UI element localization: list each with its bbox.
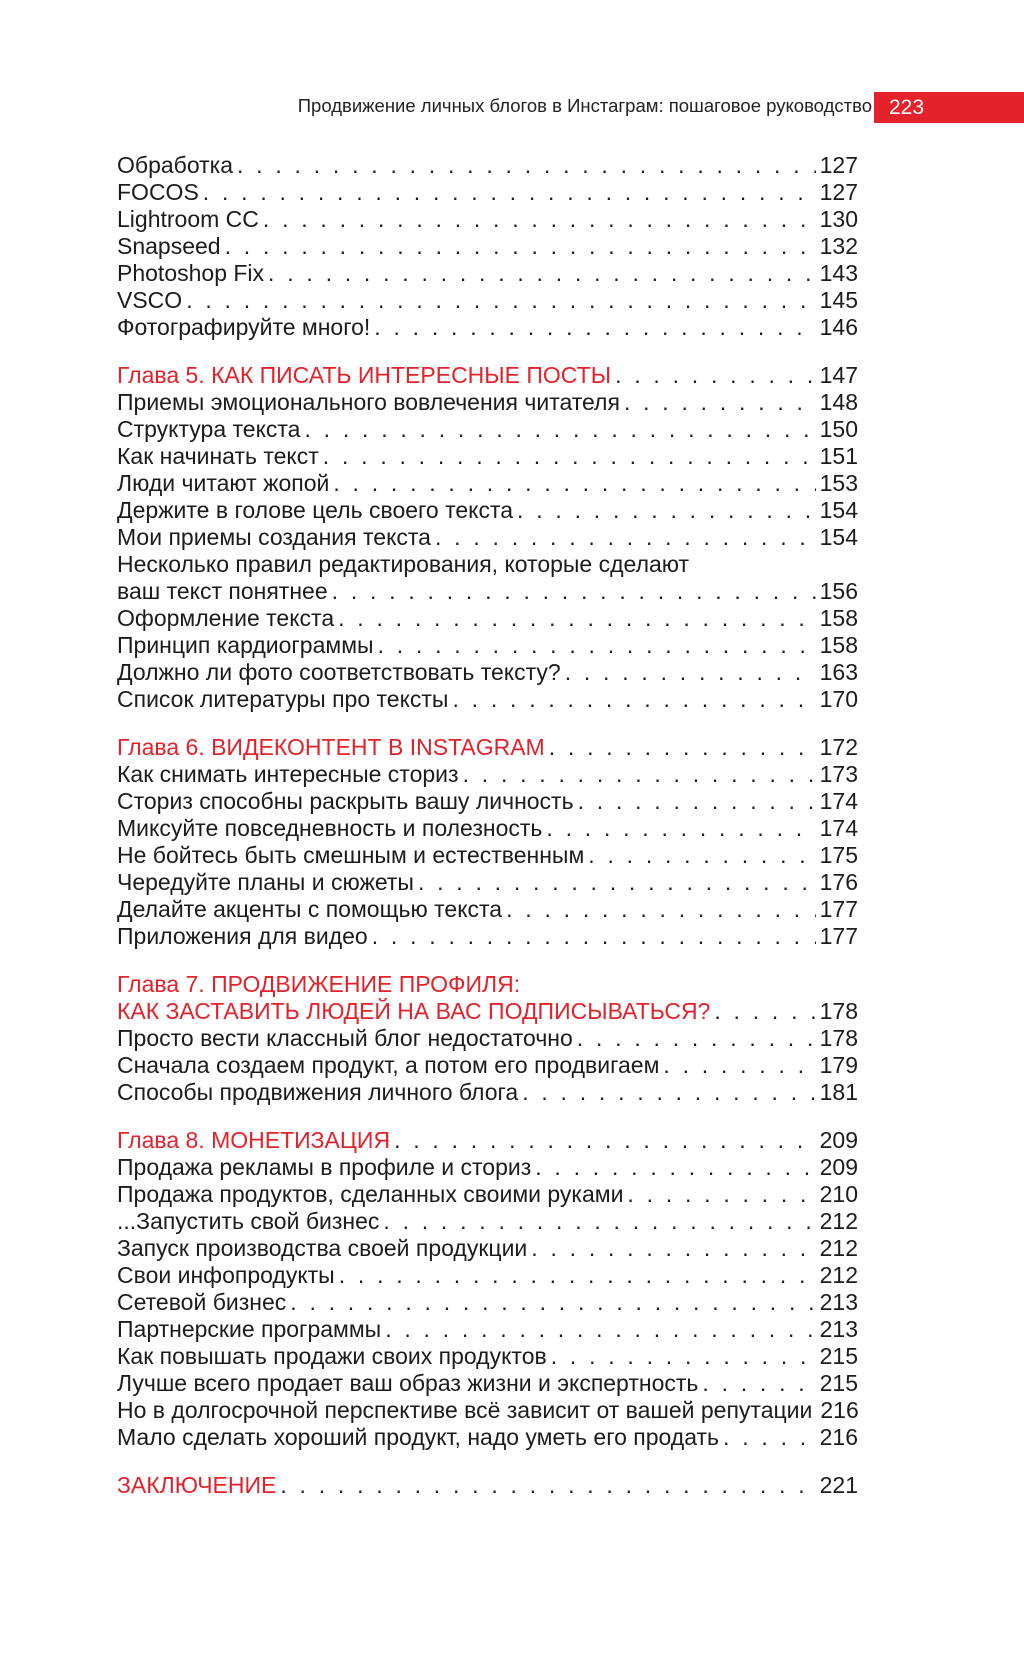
dot-leader bbox=[578, 788, 816, 815]
toc-entry[interactable] bbox=[117, 524, 858, 551]
toc-entry[interactable] bbox=[117, 443, 858, 470]
toc-entry-page: 216 bbox=[819, 1424, 858, 1450]
toc-entry[interactable] bbox=[117, 1025, 858, 1052]
toc-chapter-heading[interactable] bbox=[117, 1472, 858, 1499]
dot-leader bbox=[714, 998, 815, 1025]
toc-entry[interactable] bbox=[117, 1208, 858, 1235]
toc-entry-title: Мало сделать хороший продукт, надо уметь его продать bbox=[117, 1424, 720, 1450]
toc-entry[interactable] bbox=[117, 923, 858, 950]
toc-entry-page: 143 bbox=[819, 260, 858, 286]
toc-entry[interactable] bbox=[117, 686, 858, 713]
dot-leader bbox=[624, 389, 816, 416]
toc-entry[interactable] bbox=[117, 179, 858, 206]
dot-leader bbox=[565, 659, 816, 686]
toc-entry-page: 158 bbox=[819, 632, 858, 658]
toc-chapter-title-first-line[interactable]: Глава 7. ПРОДВИЖЕНИЕ ПРОФИЛЯ: bbox=[117, 971, 521, 997]
dot-leader bbox=[383, 1208, 815, 1235]
toc-section-chapter-7 bbox=[117, 971, 858, 1106]
toc-entry[interactable] bbox=[117, 1424, 858, 1451]
toc-entry-title: Но в долгосрочной перспективе всё зависит от вашей репутации bbox=[117, 1397, 813, 1423]
toc-chapter-title: КАК ЗАСТАВИТЬ ЛЮДЕЙ НА ВАС ПОДПИСЫВАТЬСЯ? bbox=[117, 998, 711, 1024]
toc-entry-title: Лучше всего продает ваш образ жизни и экспертность bbox=[117, 1370, 699, 1396]
dot-leader bbox=[535, 1154, 815, 1181]
dot-leader bbox=[332, 578, 816, 605]
toc-entry[interactable] bbox=[117, 152, 858, 179]
toc-entry-title: Список литературы про тексты bbox=[117, 686, 449, 712]
toc-entry[interactable] bbox=[117, 1289, 858, 1316]
dot-leader bbox=[702, 1370, 815, 1397]
toc-entry[interactable] bbox=[117, 416, 858, 443]
toc-entry-page: 148 bbox=[819, 389, 858, 415]
toc-section-chapter-8 bbox=[117, 1127, 858, 1451]
toc-entry-page: 154 bbox=[819, 497, 858, 523]
toc-entry-page: 209 bbox=[819, 1127, 858, 1153]
dot-leader bbox=[452, 686, 815, 713]
toc-entry-page: 209 bbox=[819, 1154, 858, 1180]
toc-entry-page: 147 bbox=[819, 362, 858, 388]
toc-entry-title: Люди читают жопой bbox=[117, 470, 330, 496]
toc-entry[interactable] bbox=[117, 287, 858, 314]
dot-leader bbox=[549, 734, 816, 761]
dot-leader bbox=[263, 206, 816, 233]
toc-entry-title: Принцип кардиограммы bbox=[117, 632, 374, 658]
toc-entry[interactable] bbox=[117, 896, 858, 923]
toc-entry[interactable] bbox=[117, 815, 858, 842]
toc-entry[interactable] bbox=[117, 659, 858, 686]
toc-entry-title: Должно ли фото соответствовать тексту? bbox=[117, 659, 561, 685]
table-of-contents bbox=[117, 152, 858, 1499]
dot-leader bbox=[378, 632, 816, 659]
dot-leader bbox=[237, 152, 816, 179]
toc-entry-first-line[interactable]: Несколько правил редактирования, которые сделают bbox=[117, 551, 690, 577]
toc-entry-title: ваш текст понятнее bbox=[117, 578, 328, 604]
toc-entry-page: 153 bbox=[819, 470, 858, 496]
dot-leader bbox=[323, 443, 816, 470]
toc-entry[interactable] bbox=[117, 1154, 858, 1181]
toc-entry-title: Запуск производства своей продукции bbox=[117, 1235, 528, 1261]
toc-entry-page: 127 bbox=[819, 152, 858, 178]
toc-entry[interactable] bbox=[117, 578, 858, 605]
dot-leader bbox=[339, 1262, 816, 1289]
toc-entry[interactable] bbox=[117, 389, 858, 416]
toc-entry[interactable] bbox=[117, 788, 858, 815]
toc-entry-title: Фотографируйте много! bbox=[117, 314, 371, 340]
toc-entry-page: 212 bbox=[819, 1208, 858, 1234]
toc-entry-page: 173 bbox=[819, 761, 858, 787]
toc-entry-page: 179 bbox=[819, 1052, 858, 1078]
toc-entry-title: Сначала создаем продукт, а потом его продвигаем bbox=[117, 1052, 660, 1078]
toc-entry-title: ...Запустить свой бизнес bbox=[117, 1208, 380, 1234]
toc-entry-title: Как начинать текст bbox=[117, 443, 319, 469]
toc-entry-page: 215 bbox=[819, 1370, 858, 1396]
toc-entry[interactable] bbox=[117, 1262, 858, 1289]
toc-entry[interactable] bbox=[117, 869, 858, 896]
dot-leader bbox=[225, 233, 816, 260]
toc-entry-title: FOCOS bbox=[117, 179, 199, 205]
dot-leader bbox=[723, 1424, 816, 1451]
dot-leader bbox=[551, 1343, 816, 1370]
dot-leader bbox=[463, 761, 816, 788]
dot-leader bbox=[290, 1289, 815, 1316]
dot-leader bbox=[394, 1127, 816, 1154]
toc-entry[interactable] bbox=[117, 314, 858, 341]
dot-leader bbox=[333, 470, 815, 497]
dot-leader bbox=[546, 815, 815, 842]
toc-entry[interactable] bbox=[117, 1316, 858, 1343]
toc-entry[interactable] bbox=[117, 842, 858, 869]
dot-leader bbox=[588, 842, 815, 869]
dot-leader bbox=[663, 1052, 815, 1079]
dot-leader bbox=[531, 1235, 815, 1262]
toc-entry-title: Способы продвижения личного блога bbox=[117, 1079, 519, 1105]
toc-entry-page: 213 bbox=[819, 1289, 858, 1315]
toc-chapter-title: Глава 6. ВИДЕКОНТЕНТ В INSTAGRAM bbox=[117, 734, 545, 760]
toc-entry-page: 215 bbox=[819, 1343, 858, 1369]
toc-chapter-title: ЗАКЛЮЧЕНИЕ bbox=[117, 1472, 277, 1498]
toc-entry-page: 178 bbox=[819, 998, 858, 1024]
toc-entry-page: 163 bbox=[819, 659, 858, 685]
toc-entry-title: Делайте акценты с помощью текста bbox=[117, 896, 503, 922]
dot-leader bbox=[186, 287, 815, 314]
toc-entry-title: Оформление текста bbox=[117, 605, 335, 631]
toc-entry-title: Структура текста bbox=[117, 416, 301, 442]
toc-entry-page: 151 bbox=[819, 443, 858, 469]
toc-entry-page: 216 bbox=[820, 1397, 859, 1423]
dot-leader bbox=[374, 314, 815, 341]
dot-leader bbox=[522, 1079, 815, 1106]
toc-entry-title: Сетевой бизнес bbox=[117, 1289, 287, 1315]
dot-leader bbox=[577, 1025, 816, 1052]
toc-entry-title: Продажа рекламы в профиле и сториз bbox=[117, 1154, 532, 1180]
toc-entry[interactable] bbox=[117, 761, 858, 788]
toc-entry[interactable] bbox=[117, 1397, 858, 1424]
toc-entry-page: 212 bbox=[819, 1235, 858, 1261]
toc-chapter-title: Глава 5. КАК ПИСАТЬ ИНТЕРЕСНЫЕ ПОСТЫ bbox=[117, 362, 612, 388]
toc-entry-title: Обработка bbox=[117, 152, 233, 178]
dot-leader bbox=[418, 869, 816, 896]
toc-entry-title: Просто вести классный блог недостаточно bbox=[117, 1025, 573, 1051]
dot-leader bbox=[203, 179, 816, 206]
toc-entry-title: Не бойтесь быть смешным и естественным bbox=[117, 842, 585, 868]
toc-entry-page: 181 bbox=[819, 1079, 858, 1105]
toc-entry-page: 177 bbox=[819, 923, 858, 949]
toc-entry-title: Как снимать интересные сториз bbox=[117, 761, 459, 787]
toc-entry-title: Lightroom CC bbox=[117, 206, 259, 232]
toc-entry[interactable] bbox=[117, 1181, 858, 1208]
toc-entry-page: 177 bbox=[819, 896, 858, 922]
toc-entry-title: Мои приемы создания текста bbox=[117, 524, 431, 550]
toc-entry-title: Как повышать продажи своих продуктов bbox=[117, 1343, 547, 1369]
running-header: Продвижение личных блогов в Инстаграм: пошаговое руководство bbox=[297, 95, 872, 116]
dot-leader bbox=[338, 605, 816, 632]
toc-entry-title: Сториз способны раскрыть вашу личность bbox=[117, 788, 574, 814]
dot-leader bbox=[435, 524, 816, 551]
toc-entry-page: 212 bbox=[819, 1262, 858, 1288]
toc-entry[interactable] bbox=[117, 497, 858, 524]
toc-entry-title: Чередуйте планы и сюжеты bbox=[117, 869, 414, 895]
toc-entry-page: 172 bbox=[819, 734, 858, 760]
toc-entry-page: 150 bbox=[819, 416, 858, 442]
toc-entry-page: 170 bbox=[819, 686, 858, 712]
toc-entry-page: 146 bbox=[819, 314, 858, 340]
toc-entry-page: 176 bbox=[819, 869, 858, 895]
toc-chapter-heading[interactable] bbox=[117, 734, 858, 761]
dot-leader bbox=[268, 260, 816, 287]
page-number-tab bbox=[874, 92, 1024, 123]
toc-entry-page: 174 bbox=[819, 815, 858, 841]
toc-entry-page: 213 bbox=[819, 1316, 858, 1342]
toc-entry-title: Продажа продуктов, сделанных своими руками bbox=[117, 1181, 624, 1207]
toc-entry-page: 145 bbox=[819, 287, 858, 313]
toc-entry-title: Держите в голове цель своего текста bbox=[117, 497, 514, 523]
toc-entry[interactable] bbox=[117, 260, 858, 287]
toc-chapter-heading[interactable] bbox=[117, 1127, 858, 1154]
toc-entry-title: Snapseed bbox=[117, 233, 221, 259]
toc-entry-page: 174 bbox=[819, 788, 858, 814]
toc-entry[interactable] bbox=[117, 1235, 858, 1262]
toc-entry-page: 132 bbox=[819, 233, 858, 259]
dot-leader bbox=[280, 1472, 815, 1499]
toc-entry-page: 178 bbox=[819, 1025, 858, 1051]
toc-entry-title: Photoshop Fix bbox=[117, 260, 265, 286]
toc-entry-title: Партнерские программы bbox=[117, 1316, 382, 1342]
dot-leader bbox=[506, 896, 816, 923]
toc-section-chapter-5 bbox=[117, 362, 858, 713]
page-number: 223 bbox=[889, 96, 925, 119]
toc-entry-page: 221 bbox=[819, 1472, 858, 1498]
toc-entry-title: VSCO bbox=[117, 287, 183, 313]
toc-section-conclusion bbox=[117, 1472, 858, 1499]
toc-entry-page: 175 bbox=[819, 842, 858, 868]
toc-section-photo-editing bbox=[117, 152, 858, 341]
toc-chapter-heading[interactable] bbox=[117, 362, 858, 389]
toc-chapter-title: Глава 8. МОНЕТИЗАЦИЯ bbox=[117, 1127, 391, 1153]
dot-leader bbox=[517, 497, 816, 524]
dot-leader bbox=[627, 1181, 815, 1208]
toc-section-chapter-6 bbox=[117, 734, 858, 950]
toc-entry[interactable] bbox=[117, 632, 858, 659]
dot-leader bbox=[372, 923, 816, 950]
toc-entry-page: 158 bbox=[819, 605, 858, 631]
toc-entry-page: 130 bbox=[819, 206, 858, 232]
dot-leader bbox=[304, 416, 815, 443]
toc-entry[interactable] bbox=[117, 233, 858, 260]
toc-entry-title: Приложения для видео bbox=[117, 923, 368, 949]
toc-entry[interactable] bbox=[117, 1052, 858, 1079]
dot-leader bbox=[615, 362, 816, 389]
toc-entry-page: 127 bbox=[819, 179, 858, 205]
toc-entry[interactable] bbox=[117, 605, 858, 632]
toc-entry-title: Миксуйте повседневность и полезность bbox=[117, 815, 543, 841]
toc-entry-page: 154 bbox=[819, 524, 858, 550]
toc-chapter-heading[interactable] bbox=[117, 998, 858, 1025]
toc-entry[interactable] bbox=[117, 206, 858, 233]
toc-entry[interactable] bbox=[117, 470, 858, 497]
toc-entry-page: 156 bbox=[819, 578, 858, 604]
dot-leader bbox=[385, 1316, 815, 1343]
toc-entry[interactable] bbox=[117, 1079, 858, 1106]
toc-entry[interactable] bbox=[117, 1343, 858, 1370]
toc-entry-title: Приемы эмоционального вовлечения читателя bbox=[117, 389, 620, 415]
toc-entry[interactable] bbox=[117, 1370, 858, 1397]
toc-entry-page: 210 bbox=[819, 1181, 858, 1207]
toc-entry-title: Свои инфопродукты bbox=[117, 1262, 335, 1288]
